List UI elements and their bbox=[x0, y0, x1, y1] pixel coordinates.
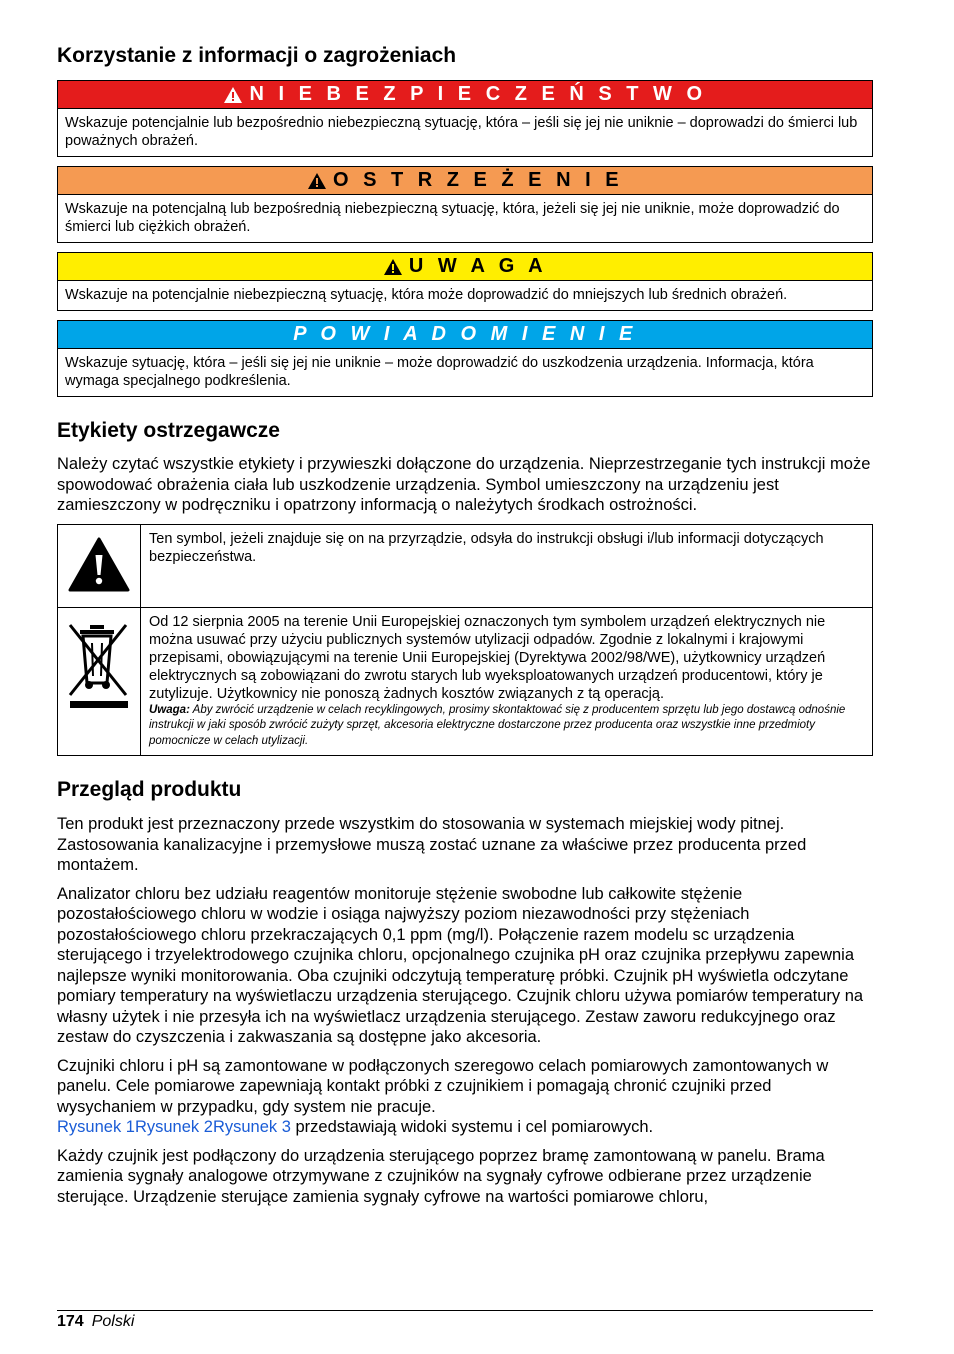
warning-triangle-icon bbox=[307, 172, 327, 190]
section-title-hazard: Korzystanie z informacji o zagrożeniach bbox=[57, 44, 457, 67]
note-label: Uwaga: bbox=[149, 703, 190, 716]
figure-2-link[interactable]: Rysunek 2 bbox=[134, 1118, 213, 1136]
notice-label: P O W I A D O M I E N I E bbox=[293, 323, 637, 345]
product-paragraph-4: Każdy czujnik jest podłączony do urządzenia sterującego poprzez bramę zamontowaną w panelu. Brama zamienia sygnały analogowe otrzymywane z czujników na sygnały cyfrowe odbierane przez urządzenie sterujące. Urządzenie sterujące zamienia sygnały cyfrowe na wartości pomiarowe chloru, bbox=[57, 1146, 825, 1206]
product-paragraph-2: Analizator chloru bez udziału reagentów monitoruje stężenie swobodne lub całkowite stężenie pozostałościowego chloru w wodzie i osiąga najwyższy poziom niezawodności przy stężeniach pozostałościowego chloru przekraczających 0,1 ppm (mg/l). Połączenie razem modelu sc urządzenia sterującego i trzyelektrodowego czujnika chloru, opcjonalnego czujnika pH oraz czujnika przepływu zapewnia najlepsze wyniki monitorowania. Oba czujniki odczytują temperaturę próbki. Czujnik pH wyświetla odczytane pomiary temperatury na wyświetlaczu urządzenia sterującego. Czujnik chloru używa pomiarów temperatury na własny użytek i nie przesyła ich na wyświetlacz urządzenia sterującego. Zestaw zaworu redukcyjnego oraz zestaw do czyszczenia i zakwaszania są dostępne jako akcesoria. bbox=[57, 884, 864, 1046]
danger-box bbox=[57, 80, 873, 157]
product-paragraph-1: Ten produkt jest przeznaczony przede wszystkim do stosowania w systemach miejskiej wody pitnej. Zastosowania kanalizacyjne i przemysłowe muszą zostać uznane za właściwe przez producenta przed montażem. bbox=[57, 815, 807, 874]
symbol-description bbox=[141, 607, 873, 756]
warning-text: Wskazuje na potencjalną lub bezpośrednią niebezpieczną sytuację, która, jeżeli się jej nie uniknie, może doprowadzić do śmierci lub ciężkich obrażeń. bbox=[65, 201, 840, 235]
table-row bbox=[58, 607, 873, 756]
symbol-icon-cell bbox=[58, 607, 141, 756]
section-title-product: Przegląd produktu bbox=[57, 778, 242, 801]
notice-text: Wskazuje sytuację, która – jeśli się jej nie uniknie – może doprowadzić do uszkodzenia urządzenia. Informacja, która wymaga specjalnego podkreślenia. bbox=[65, 355, 814, 389]
p3-tail: przedstawiają widoki systemu i cel pomiarowych. bbox=[290, 1118, 654, 1136]
symbols-table bbox=[57, 524, 873, 757]
weee-crossed-bin-icon bbox=[66, 621, 132, 711]
weee-text: Od 12 sierpnia 2005 na terenie Unii Europejskiej oznaczonych tym symbolem urządzeń elektrycznych nie można usuwać przy użyciu publicznych systemów utylizacji odpadów. Zgodnie z lokalnymi i krajowymi przepisami, obowiązującymi na terenie Unii Europejskiej (Dyrektywa 2002/98/WE), użytkownicy urządzeń elektrycznych są zobowiązani do zwrotu starych lub wyeksploatowanych urządzeń producentowi, który je zutylizuje. Użytkownicy nie ponoszą żadnych kosztów związanych z tą operacją. bbox=[149, 613, 826, 702]
note-text: Aby zwrócić urządzenie w celach recyklingowych, prosimy skontaktować się z producentem sprzętu lub jego dostawcą odnośnie instrukcji w jaki sposób zwrócić zużyty sprzęt, akcesoria elektryczne dostarczone przez producenta oraz wszystkie inne przedmioty pomocnicze w celach utylizacji. bbox=[149, 703, 846, 747]
notice-header bbox=[58, 321, 872, 349]
footer-divider bbox=[57, 1310, 873, 1311]
weee-note bbox=[149, 703, 864, 750]
caution-header bbox=[58, 253, 872, 281]
page-content bbox=[57, 44, 873, 1215]
warning-box bbox=[57, 166, 873, 243]
product-paragraph-3 bbox=[57, 1056, 873, 1138]
figure-3-link[interactable]: Rysunek 3 bbox=[212, 1118, 291, 1136]
table-row bbox=[58, 524, 873, 607]
symbol-description: Ten symbol, jeżeli znajduje się on na przyrządzie, odsyła do instrukcji obsługi i/lub informacji dotyczących bezpieczeństwa. bbox=[141, 524, 873, 607]
caution-label: U W A G A bbox=[408, 255, 548, 277]
symbol-icon-cell bbox=[58, 524, 141, 607]
footer-language: Polski bbox=[91, 1313, 135, 1330]
warning-triangle-icon bbox=[223, 86, 243, 104]
p3-text: Czujniki chloru i pH są zamontowane w podłączonych szeregowo celach pomiarowych zamontowanych w panelu. Cele pomiarowe zapewniają kontakt próbki z czujnikiem i pomagają chronić czujniki przed wysychaniem w przypadku, gdy system nie pracuje. bbox=[57, 1056, 829, 1116]
labels-intro: Należy czytać wszystkie etykiety i przywieszki dołączone do urządzenia. Nieprzestrzeganie tych instrukcji może spowodować obrażenia ciała lub uszkodzenie urządzenia. Symbol umieszczony na urządzeniu jest zamieszczony w podręczniku i opatrzony informacją o należytych środkach ostrożności. bbox=[57, 455, 871, 514]
page-number: 174 bbox=[57, 1313, 84, 1330]
warning-triangle-icon bbox=[383, 258, 403, 276]
warning-triangle-icon bbox=[68, 537, 130, 593]
warning-header bbox=[58, 167, 872, 195]
danger-text: Wskazuje potencjalnie lub bezpośrednio niebezpieczną sytuację, która – jeśli się jej nie uniknie – doprowadzi do śmierci lub poważnych obrażeń. bbox=[65, 115, 858, 149]
warning-label: O S T R Z E Ż E N I E bbox=[332, 169, 624, 191]
caution-box bbox=[57, 252, 873, 311]
danger-label: N I E B E Z P I E C Z E Ń S T W O bbox=[249, 83, 707, 105]
figure-1-link[interactable]: Rysunek 1 bbox=[57, 1118, 135, 1136]
section-title-labels: Etykiety ostrzegawcze bbox=[57, 419, 280, 442]
notice-box bbox=[57, 320, 873, 397]
page-footer bbox=[57, 1313, 134, 1331]
danger-header bbox=[58, 81, 872, 109]
caution-text: Wskazuje na potencjalnie niebezpieczną sytuację, która może doprowadzić do mniejszych lub średnich obrażeń. bbox=[65, 287, 788, 303]
